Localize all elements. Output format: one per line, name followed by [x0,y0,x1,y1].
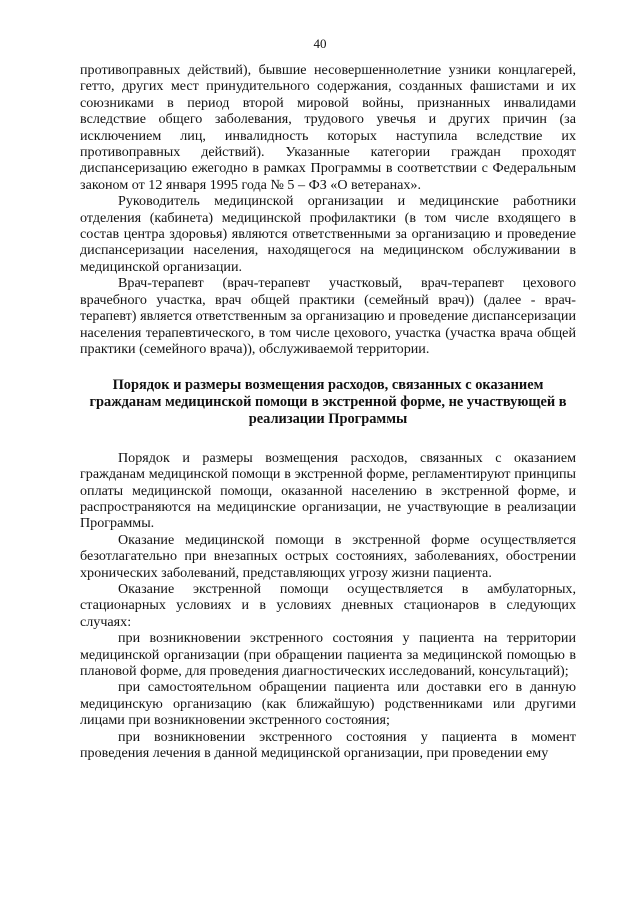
document-body [80,62,576,761]
paragraph-therapist-responsible: Врач-терапевт (врач-терапевт участковый, врач-терапевт цехового врачебного участка, врач общей практики (семейный врач)) (далее - врач-терапевт) является ответственным за организацию и проведение диспансеризации населения терапевтического, в том числе цехового, участка (участка врача общей практики (семейного врача)), обслуживаемой территории. [80,275,576,357]
paragraph-responsible-head: Руководитель медицинской организации и медицинские работники отделения (кабинета) медицинской профилактики (в том числе входящего в состав центра здоровья) являются ответственными за организацию и проведение диспансеризации населения, находящегося на медицинском обслуживании в медицинской организации. [80,193,576,275]
paragraph-emergency-conditions: Оказание экстренной помощи осуществляется в амбулаторных, стационарных условиях и в условиях дневных стационаров в следующих случаях: [80,580,576,630]
list-item-during-treatment: при возникновении экстренного состояния у пациента в момент проведения лечения в данной медицинской организации, при проведении ему [80,728,576,762]
paragraph-emergency-provision: Оказание медицинской помощи в экстренной форме осуществляется безотлагательно при внезапных острых состояниях, заболеваниях, обострении хронических заболеваний, представляющих угрозу жизни пациента. [80,531,576,581]
section-heading: Порядок и размеры возмещения расходов, связанных с оказанием гражданам медицинской помощи в экстренной форме, не участвующей в реализации Программы [89,377,567,427]
page-number: 40 [313,36,327,51]
paragraph-continued-veterans: противоправных действий), бывшие несовершеннолетние узники концлагерей, гетто, других мест принудительного содержания, созданных фашистами и их союзниками в период второй мировой войны, признанных инвалидами вследствие общего заболевания, трудового увечья и других причин (за исключением лиц, инвалидность которых наступила вследствие их противоправных действий). Указанные категории граждан проходят диспансеризацию ежегодно в рамках Программы в соответствии с Федеральным законом от 12 января 1995 года № 5 – ФЗ «О ветеранах». [80,62,576,193]
list-item-self-referral: при самостоятельном обращении пациента или доставки его в данную медицинскую организацию (как ближайшую) родственниками или другими лицами при возникновении экстренного состояния; [80,679,576,729]
list-item-on-premises: при возникновении экстренного состояния у пациента на территории медицинской организации (при обращении пациента за медицинской помощью в плановой форме, для проведения диагностических исследований, консультаций); [80,630,576,679]
paragraph-reimbursement-order: Порядок и размеры возмещения расходов, связанных с оказанием гражданам медицинской помощи в экстренной форме, регламентируют принципы оплаты медицинской помощи, оказанной населению в экстренной форме, и распространяются на медицинские организации, не участвующие в реализации Программы. [80,449,576,532]
